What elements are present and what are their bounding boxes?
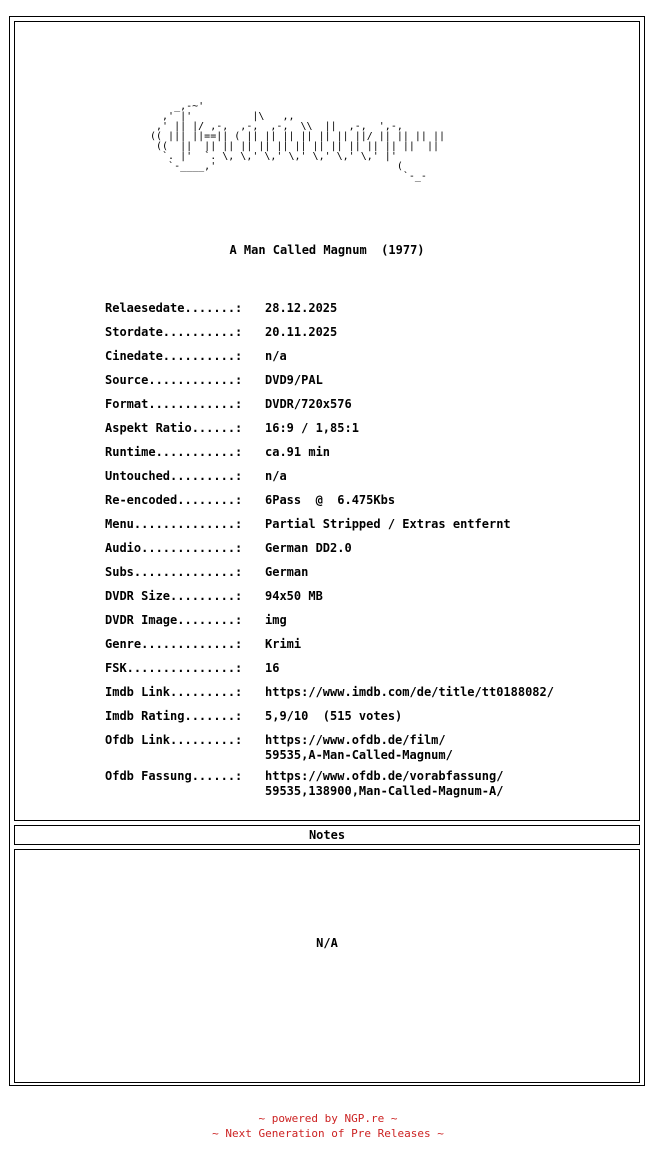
info-key: DVDR Image........: <box>105 613 243 627</box>
info-key: Cinedate..........: <box>105 349 243 363</box>
info-value-line: n/a <box>265 349 287 363</box>
info-key: Imdb Link.........: <box>105 685 243 699</box>
info-value-line: https://www.ofdb.de/vorabfassung/ <box>265 769 504 783</box>
release-info-panel <box>14 21 640 821</box>
info-key: Genre.............: <box>105 637 243 651</box>
info-key: Source............: <box>105 373 243 387</box>
info-value-line: 5,9/10 (515 votes) <box>265 709 403 723</box>
footer-powered-by: ~ powered by NGP.re ~ <box>258 1112 398 1125</box>
info-key: FSK...............: <box>105 661 243 675</box>
info-value-line: ca.91 min <box>265 445 331 459</box>
info-value-line: https://www.ofdb.de/film/ <box>265 733 446 747</box>
info-value <box>265 733 453 763</box>
info-value <box>265 613 287 628</box>
info-value-line: 59535,A-Man-Called-Magnum/ <box>265 748 453 762</box>
info-key: Ofdb Fassung......: <box>105 769 243 783</box>
info-value <box>265 421 359 436</box>
info-key: DVDR Size.........: <box>105 589 243 603</box>
info-value-line: DVDR/720x576 <box>265 397 352 411</box>
info-value-line: Krimi <box>265 637 302 651</box>
info-value-line: DVD9/PAL <box>265 373 323 387</box>
info-key: Imdb Rating.......: <box>105 709 243 723</box>
footer-tagline: ~ Next Generation of Pre Releases ~ <box>212 1127 444 1140</box>
notes-title: Notes <box>308 828 346 842</box>
info-value <box>265 637 301 652</box>
info-key: Ofdb Link.........: <box>105 733 243 747</box>
info-value-line: 20.11.2025 <box>265 325 338 339</box>
nfo-frame <box>9 16 645 1086</box>
info-key: Runtime...........: <box>105 445 243 459</box>
info-value-line: 28.12.2025 <box>265 301 338 315</box>
info-key: Menu..............: <box>105 517 243 531</box>
info-value <box>265 373 323 388</box>
notes-panel <box>14 849 640 1083</box>
info-value-line: Partial Stripped / Extras entfernt <box>265 517 511 531</box>
info-value <box>265 589 323 604</box>
info-value-line: German DD2.0 <box>265 541 352 555</box>
info-value-line: German <box>265 565 309 579</box>
ascii-logo: _,-~' ,' |' |\ ,, ,' || |/ ,-, ,-, ,-, \\ || ,-, ',-, (( ||| ||==|| ( || || || || || || ||/ || || || || (( || || || || || || || || || || || || || || `. |' `. \, \,' \,' \,' \,' \,' \,' |' `-____,' ( `-_- <box>150 101 446 182</box>
info-value-line: 6Pass @ 6.475Kbs <box>265 493 396 507</box>
info-value <box>265 541 352 556</box>
info-value-line: 16:9 / 1,85:1 <box>265 421 359 435</box>
info-value-line: 16 <box>265 661 280 675</box>
info-value-line: 94x50 MB <box>265 589 323 603</box>
info-value <box>265 685 554 700</box>
info-key: Subs..............: <box>105 565 243 579</box>
info-value <box>265 349 287 364</box>
info-value-line: n/a <box>265 469 287 483</box>
info-key: Audio.............: <box>105 541 243 555</box>
info-value <box>265 469 287 484</box>
notes-header <box>14 825 640 845</box>
info-key: Format............: <box>105 397 243 411</box>
info-value <box>265 661 279 676</box>
info-value <box>265 565 308 580</box>
info-key: Re-encoded........: <box>105 493 243 507</box>
info-value <box>265 397 352 412</box>
info-value-line: img <box>265 613 287 627</box>
info-value-line: 59535,138900,Man-Called-Magnum-A/ <box>265 784 504 798</box>
info-key: Relaesedate.......: <box>105 301 243 315</box>
notes-body: N/A <box>316 936 338 950</box>
info-value <box>265 709 402 724</box>
info-value <box>265 301 337 316</box>
info-value <box>265 769 503 799</box>
info-value <box>265 325 337 340</box>
info-key: Stordate..........: <box>105 325 243 339</box>
info-value <box>265 517 511 532</box>
info-value-line: https://www.imdb.com/de/title/tt0188082/ <box>265 685 554 699</box>
info-key: Untouched.........: <box>105 469 243 483</box>
info-value <box>265 493 395 508</box>
info-key: Aspekt Ratio......: <box>105 421 243 435</box>
info-value <box>265 445 330 460</box>
release-title: A Man Called Magnum (1977) <box>229 243 425 257</box>
